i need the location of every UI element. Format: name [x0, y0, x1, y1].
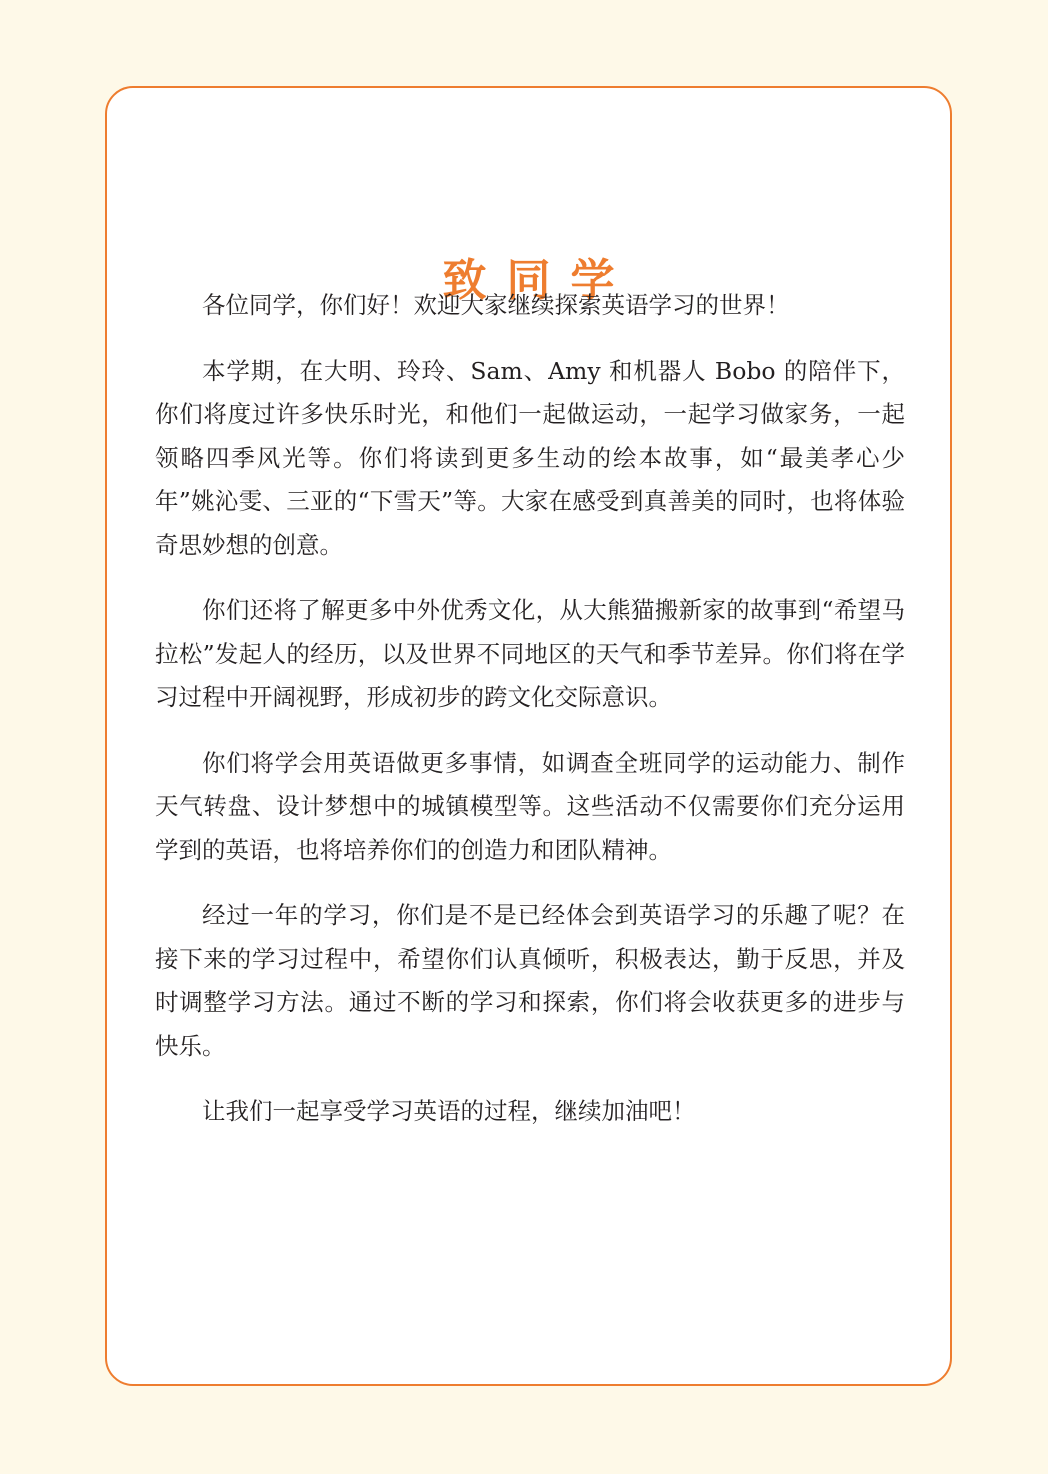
paragraph-learning-advice: 经过一年的学习，你们是不是已经体会到英语学习的乐趣了呢？在接下来的学习过程中，希望你们认真倾听，积极表达，勤于反思，并及时调整学习方法。通过不断的学习和探索，你们将会收获更多的进步与快乐。 [155, 901, 905, 1060]
paragraph-culture: 你们还将了解更多中外优秀文化，从大熊猫搬新家的故事到“希望马拉松”发起人的经历，以及世界不同地区的天气和季节差异。你们将在学习过程中开阔视野，形成初步的跨文化交际意识。 [155, 596, 905, 711]
letter-body [155, 284, 905, 1156]
page-title: 致同学 [442, 255, 635, 306]
paragraph-activities: 你们将学会用英语做更多事情，如调查全班同学的运动能力、制作天气转盘、设计梦想中的城镇模型等。这些活动不仅需要你们充分运用学到的英语，也将培养你们的创造力和团队精神。 [155, 748, 905, 864]
paragraph-greeting: 各位同学，你们好！欢迎大家继续探索英语学习的世界！ [202, 291, 790, 319]
letter-card [105, 86, 952, 1386]
paragraph-closing: 让我们一起享受学习英语的过程，继续加油吧！ [202, 1097, 696, 1125]
paragraph-semester-stories: 本学期，在大明、玲玲、Sam、Amy 和机器人 Bobo 的陪伴下，你们将度过许多快乐时光，和他们一起做运动，一起学习做家务，一起领略四季风光等。你们将读到更多生动的绘本故事，如“最美孝心少年”姚沁雯、三亚的“下雪天”等。大家在感受到真善美的同时，也将体验奇思妙想的创意。 [155, 356, 905, 559]
